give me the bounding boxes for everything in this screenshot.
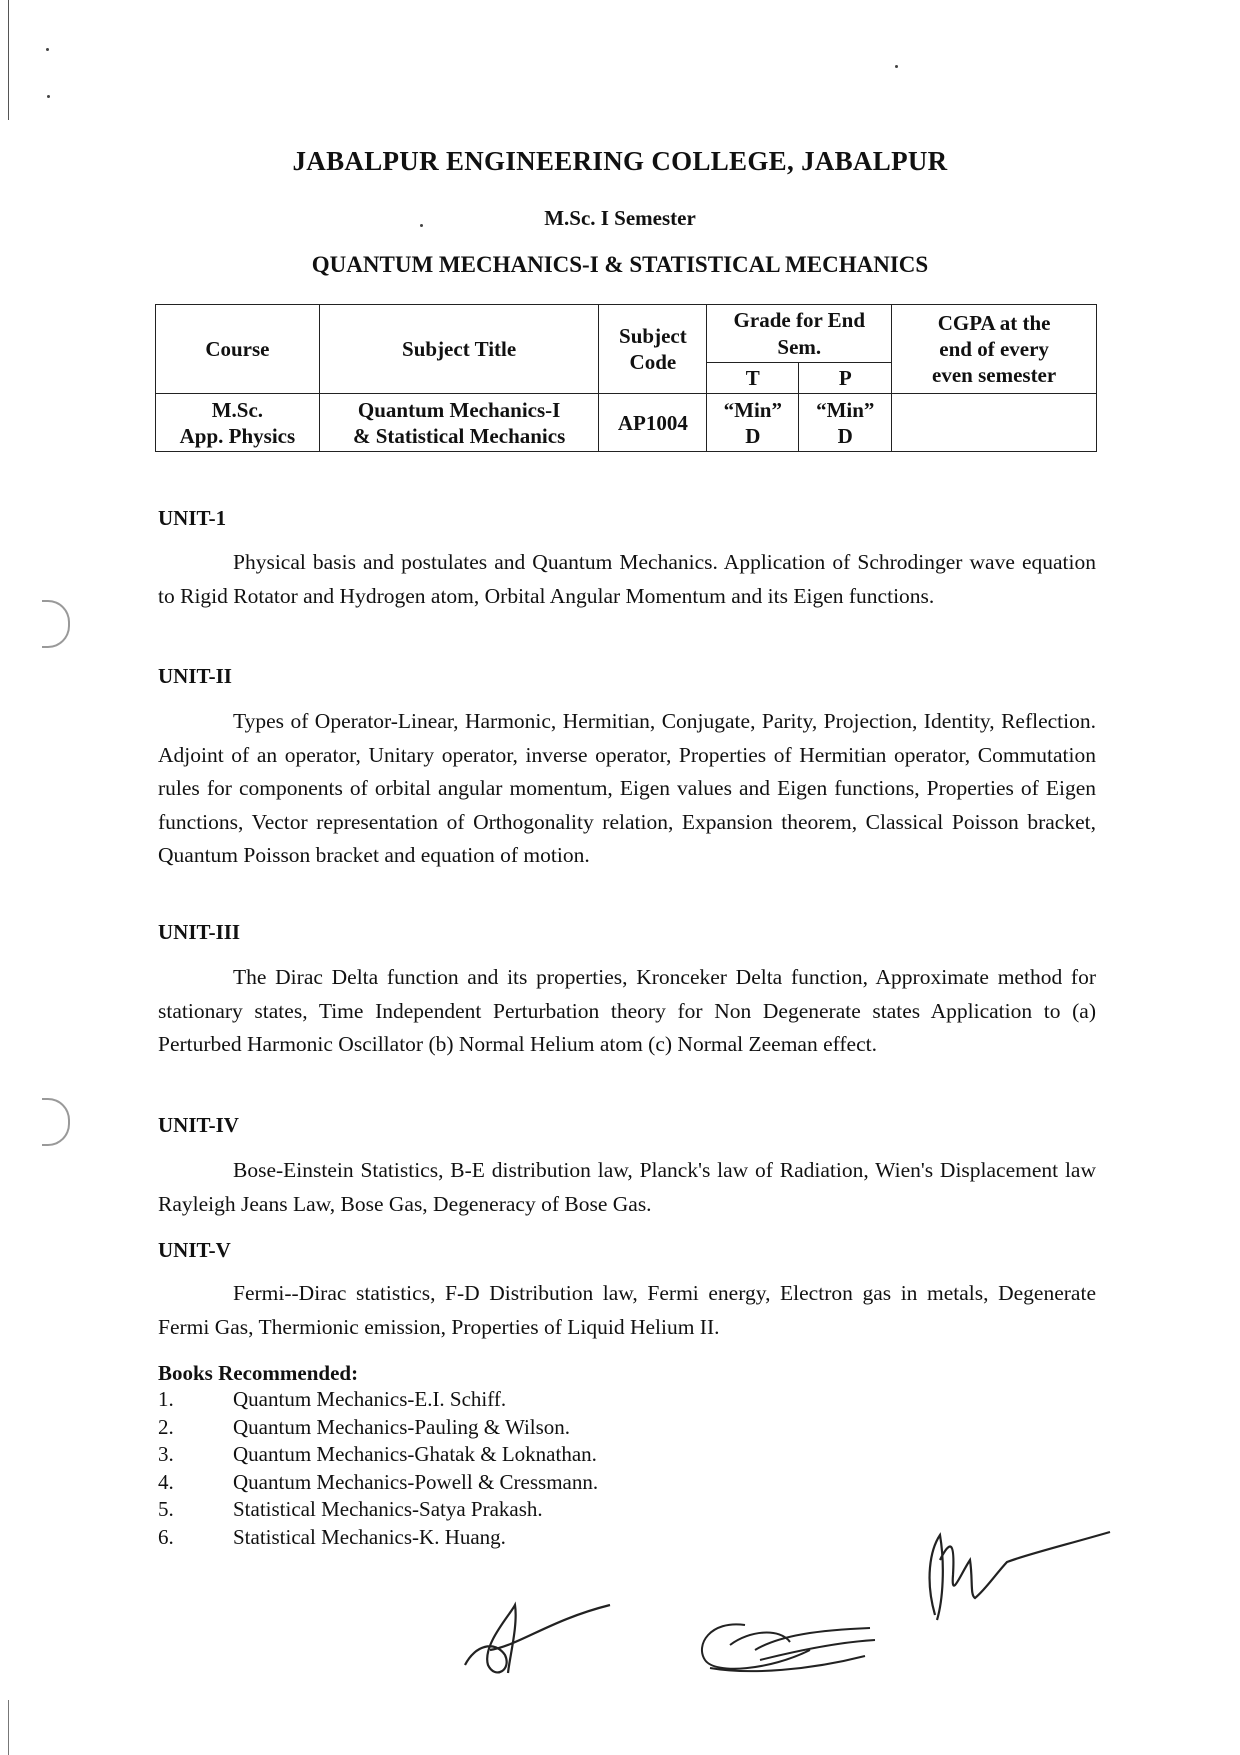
- signature-2: [690, 1590, 890, 1690]
- header-course: Course: [156, 305, 320, 394]
- list-item: 4. Quantum Mechanics-Powell & Cressmann.: [158, 1469, 599, 1494]
- books-heading: Books Recommended:: [158, 1361, 359, 1385]
- header-t: T: [707, 363, 799, 394]
- header-p: P: [799, 363, 892, 394]
- list-item: 2. Quantum Mechanics-Pauling & Wilson.: [158, 1414, 571, 1439]
- header-cgpa: CGPA at the end of every even semester: [892, 305, 1097, 394]
- scan-speck: [46, 48, 49, 51]
- list-item: 6. Statistical Mechanics-K. Huang.: [158, 1524, 506, 1549]
- scan-speck: [47, 95, 50, 98]
- signature-1: [460, 1585, 620, 1685]
- semester-label: M.Sc. I Semester: [544, 206, 696, 230]
- header-subject-code: Subject Code: [599, 305, 707, 394]
- unit-1-text: Physical basis and postulates and Quantum Mechanics. Application of Schrodinger wave equation to Rigid Rotator and Hydrogen atom, Orbital Angular Momentum and its Eigen functions.: [158, 550, 1096, 608]
- header-subject-title: Subject Title: [319, 305, 599, 394]
- cell-grade-t: “Min” D: [707, 394, 799, 452]
- course-title: QUANTUM MECHANICS-I & STATISTICAL MECHANICS: [311, 252, 929, 277]
- list-item: 3. Quantum Mechanics-Ghatak & Loknathan.: [158, 1442, 597, 1466]
- cell-subject-title: Quantum Mechanics-I & Statistical Mechanics: [319, 394, 599, 452]
- unit-4-text: Bose-Einstein Statistics, B-E distribution law, Planck's law of Radiation, Wien's Displacement law Rayleigh Jeans Law, Bose Gas, Degeneracy of Bose Gas.: [158, 1158, 1096, 1216]
- punch-hole-mark: [42, 1098, 70, 1146]
- scan-edge-line: [8, 0, 9, 120]
- cell-subject-code: AP1004: [599, 394, 707, 452]
- unit-3-text: The Dirac Delta function and its properties, Kronceker Delta function, Approximate method for stationary states, Time Independent Perturbation theory for Non Degenerate states Application to (a) Perturbed Harmonic Oscillator (b) Normal Helium atom (c) Normal Zeeman effect.: [158, 965, 1096, 1056]
- punch-hole-mark: [42, 600, 70, 648]
- cell-cgpa: [892, 394, 1097, 452]
- books-list: [158, 1386, 598, 1551]
- unit-2-heading: UNIT-II: [158, 664, 232, 688]
- unit-5-text: Fermi--Dirac statistics, F-D Distribution law, Fermi energy, Electron gas in metals, Degenerate Fermi Gas, Thermionic emission, Properties of Liquid Helium II.: [158, 1281, 1096, 1339]
- unit-2-text: Types of Operator-Linear, Harmonic, Hermitian, Conjugate, Parity, Projection, Identity, Reflection. Adjoint of an operator, Unitary operator, inverse operator, Properties of Hermitian operator, Commutation rules for components of orbital angular momentum, Eigen values and Eigen functions, Properties of Eigen functions, Vector representation of Orthogonality relation, Expansion theorem, Classical Poisson bracket, Quantum Poisson bracket and equation of motion.: [158, 709, 1096, 867]
- scan-speck: [895, 65, 898, 68]
- unit-5-heading: UNIT-V: [158, 1238, 231, 1262]
- unit-3-heading: UNIT-III: [158, 920, 241, 944]
- unit-1-heading: UNIT-1: [158, 506, 227, 530]
- cell-grade-p: “Min” D: [799, 394, 892, 452]
- table-row: [156, 394, 1097, 452]
- cell-course: M.Sc. App. Physics: [156, 394, 320, 452]
- college-name: JABALPUR ENGINEERING COLLEGE, JABALPUR: [292, 146, 948, 176]
- list-item: 5. Statistical Mechanics-Satya Prakash.: [158, 1497, 543, 1521]
- scan-edge-line: [8, 1700, 9, 1755]
- unit-4-heading: UNIT-IV: [158, 1113, 239, 1137]
- course-info-table: [155, 304, 1097, 452]
- list-item: 1. Quantum Mechanics-E.I. Schiff.: [158, 1387, 507, 1411]
- header-grade: Grade for End Sem.: [707, 305, 892, 363]
- signature-3: [915, 1520, 1115, 1630]
